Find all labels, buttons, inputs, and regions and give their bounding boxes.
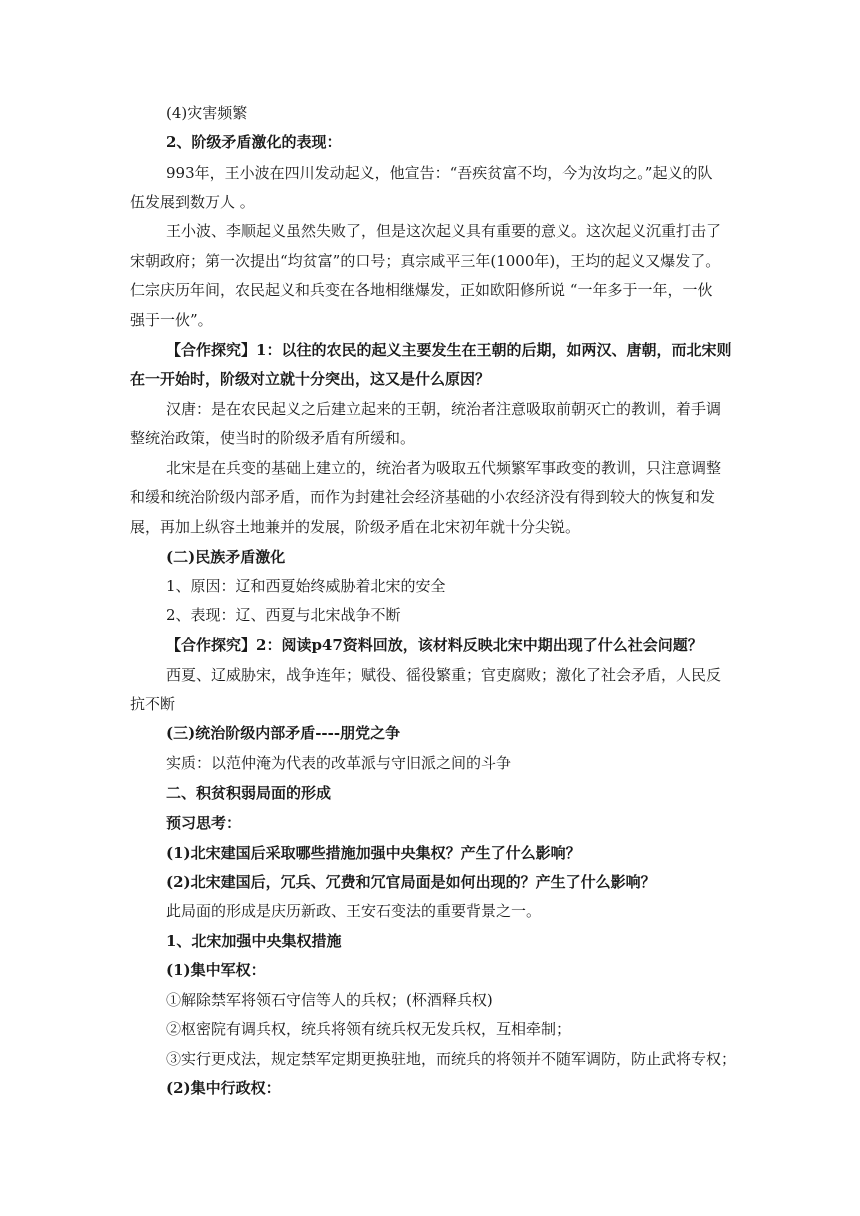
text-line: 抗不断 — [130, 695, 176, 713]
section-heading: 2、阶级矛盾激化的表现： — [166, 133, 342, 151]
text-line: 和缓和统治阶级内部矛盾，而作为封建社会经济基础的小农经济没有得到较大的恢复和发 — [130, 488, 716, 506]
inquiry-question: 在一开始时，阶级对立就十分突出，这又是什么原因？ — [130, 370, 491, 388]
text-line: 仁宗庆历年间，农民起义和兵变在各地相继爆发，正如欧阳修所说 “一年多于一年，一伙 — [130, 281, 713, 299]
section-heading: 预习思考： — [166, 814, 242, 832]
text-line: 北宋是在兵变的基础上建立的，统治者为吸取五代频繁军事政变的教训，只注意调整 — [166, 459, 722, 477]
section-heading: 二、积贫积弱局面的形成 — [166, 784, 332, 802]
inquiry-question: 【合作探究】1：以往的农民的起义主要发生在王朝的后期，如两汉、唐朝，而北宋则 — [166, 341, 732, 359]
text-line: 西夏、辽威胁宋，战争连年；赋役、徭役繁重；官吏腐败；激化了社会矛盾，人民反 — [166, 666, 722, 684]
text-line: 2、表现：辽、西夏与北宋战争不断 — [166, 606, 401, 624]
inquiry-question: 【合作探究】2：阅读p47资料回放，该材料反映北宋中期出现了什么社会问题？ — [166, 636, 703, 654]
text-line: 整统治政策，使当时的阶级矛盾有所缓和。 — [130, 429, 416, 447]
section-heading: (三)统治阶级内部矛盾----朋党之争 — [166, 724, 401, 742]
preview-question: (1)北宋建国后采取哪些措施加强中央集权？产生了什么影响？ — [166, 844, 581, 862]
section-heading: (2)集中行政权： — [166, 1079, 281, 1097]
text-line: ③实行更戍法，规定禁军定期更换驻地，而统兵的将领并不随军调防，防止武将专权； — [166, 1050, 737, 1068]
text-line: 展，再加上纵容土地兼并的发展，阶级矛盾在北宋初年就十分尖锐。 — [130, 518, 581, 536]
text-line: 993年，王小波在四川发动起义，他宣告：“吾疾贫富不均，今为汝均之。”起义的队 — [166, 164, 713, 182]
text-line: 宋朝政府；第一次提出“均贫富”的口号；真宗咸平三年(1000年)，王均的起义又爆发了。 — [130, 252, 721, 270]
section-heading: (二)民族矛盾激化 — [166, 548, 286, 566]
text-line: ②枢密院有调兵权，统兵将领有统兵权无发兵权，互相牵制； — [166, 1020, 572, 1038]
text-line: 强于一伙”。 — [130, 311, 213, 329]
text-line: 1、原因：辽和西夏始终威胁着北宋的安全 — [166, 577, 446, 595]
text-line: 实质：以范仲淹为代表的改革派与守旧派之间的斗争 — [166, 754, 512, 772]
preview-question: (2)北宋建国后，冗兵、冗费和冗官局面是如何出现的？产生了什么影响？ — [166, 873, 656, 891]
text-line: 此局面的形成是庆历新政、王安石变法的重要背景之一。 — [166, 902, 542, 920]
text-line: 王小波、李顺起义虽然失败了，但是这次起义具有重要的意义。这次起义沉重打击了 — [166, 222, 722, 240]
text-line: 汉唐：是在农民起义之后建立起来的王朝，统治者注意吸取前朝灭亡的教训，着手调 — [166, 400, 722, 418]
text-line: ①解除禁军将领石守信等人的兵权；(杯酒释兵权) — [166, 991, 493, 1009]
section-heading: (1)集中军权： — [166, 961, 266, 979]
text-line: (4)灾害频繁 — [166, 104, 248, 122]
section-heading: 1、北宋加强中央集权措施 — [166, 932, 342, 950]
text-line: 伍发展到数万人 。 — [130, 193, 255, 211]
